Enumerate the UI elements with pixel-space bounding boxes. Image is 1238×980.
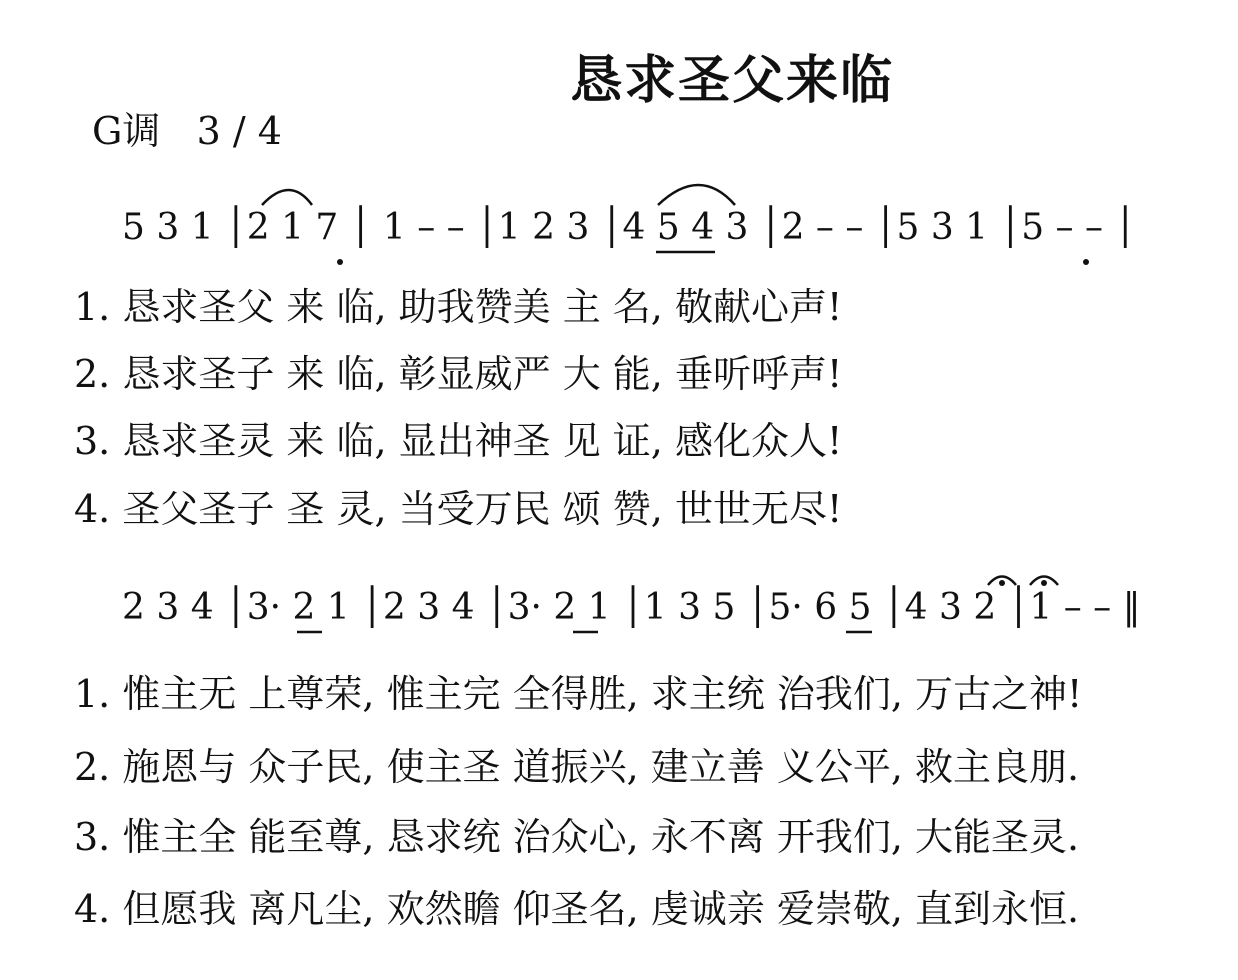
key-time-signature [92,109,282,153]
time-signature: 3 / 4 [196,109,282,153]
fermata-mark [1030,577,1058,586]
fermata-mark [988,577,1016,586]
fermata-dot [999,580,1005,586]
verse-line: 1. 恳求圣父 来 临, 助我赞美 主 名, 敬献心声! [74,285,843,329]
chorus-line: 3. 惟主全 能至尊, 恳求统 治众心, 永不离 开我们, 大能圣灵. [74,815,1080,859]
notation-line-2: 2 3 4 │3· 2 1 │2 3 4 │3· 2 1 │1 3 5 │5· 6 5 │4 3 2 │1 – – ‖ [122,587,1141,628]
chorus-line: 2. 施恩与 众子民, 使主圣 道振兴, 建立善 义公平, 救主良朋. [74,745,1080,789]
chorus-line: 4. 但愿我 离凡尘, 欢然瞻 仰圣名, 虔诚亲 爱崇敬, 直到永恒. [74,887,1080,931]
fermata-dot [1041,580,1047,586]
song-title: 恳求圣父来临 [570,51,895,111]
verse-line: 3. 恳求圣灵 来 临, 显出神圣 见 证, 感化众人! [74,419,843,463]
slur-mark [658,185,735,205]
key-signature: G调 [92,109,161,153]
verse-line: 2. 恳求圣子 来 临, 彰显威严 大 能, 垂听呼声! [74,352,843,396]
octave-dot [1083,259,1089,265]
slur-mark [262,190,312,205]
notation-line-1: 5 3 1 │2 1 7 │ 1 – – │1 2 3 │4 5 4 3 │2 – – │5 3 1 │5 – – │ [122,207,1137,248]
verse-line: 4. 圣父圣子 圣 灵, 当受万民 颂 赞, 世世无尽! [74,487,843,531]
octave-dot [337,259,343,265]
chorus-line: 1. 惟主无 上尊荣, 惟主完 全得胜, 求主统 治我们, 万古之神! [74,672,1083,716]
